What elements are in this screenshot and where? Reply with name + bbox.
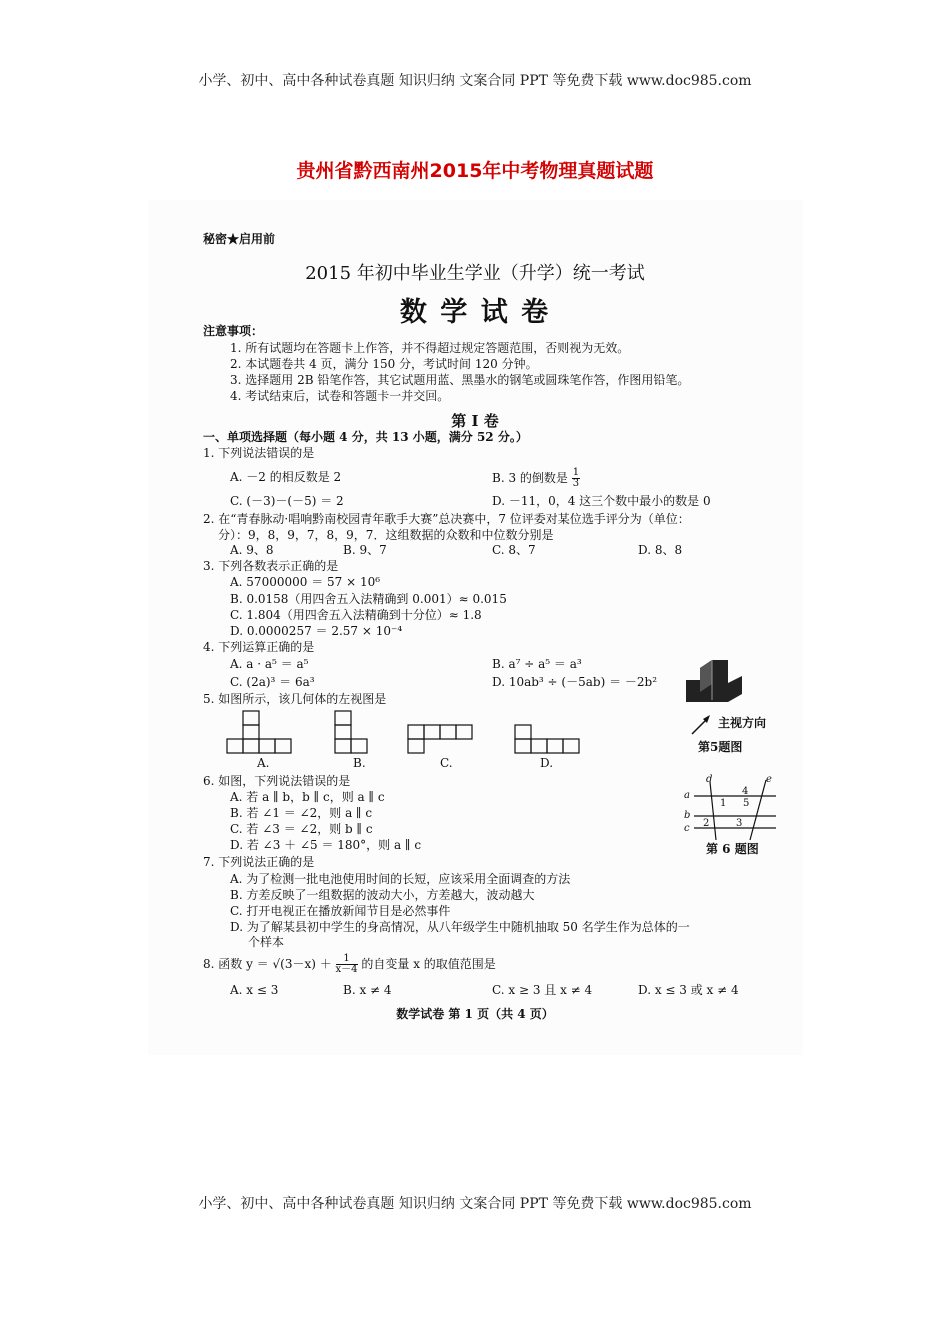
q1-option-c: C. (－3)－(－5) ＝ 2: [230, 494, 344, 508]
volume-title: 第 Ⅰ 卷: [451, 412, 499, 430]
q2-option-d: D. 8、8: [638, 543, 683, 557]
site-footer: 小学、初中、高中各种试卷真题 知识归纳 文案合同 PPT 等免费下载 www.doc985.com: [198, 1196, 752, 1212]
q1-option-a: A. －2 的相反数是 2: [230, 470, 342, 484]
document-title: 贵州省黔西南州2015年中考物理真题试题: [296, 160, 654, 182]
q3-stem: 3. 下列各数表示正确的是: [203, 559, 339, 573]
q4-option-d: D. 10ab³ ÷ (－5ab) ＝ －2b²: [492, 675, 658, 689]
q2-option-a: A. 9、8: [230, 543, 274, 557]
q6-label-b: b: [684, 810, 691, 821]
q3-option-b: B. 0.0158（用四舍五入法精确到 0.001）≈ 0.015: [230, 592, 507, 606]
q6-angle-1: 1: [720, 798, 727, 809]
q3-option-d: D. 0.0000257 ＝ 2.57 × 10⁻⁴: [230, 624, 403, 638]
q7-option-c: C. 打开电视正在播放新闻节目是必然事件: [230, 904, 451, 918]
q4-option-c: C. (2a)³ ＝ 6a³: [230, 675, 315, 689]
q8-option-c: C. x ≥ 3 且 x ≠ 4: [492, 983, 593, 997]
q3-option-a: A. 57000000 ＝ 57 × 10⁶: [230, 575, 381, 589]
q7-option-a: A. 为了检测一批电池使用时间的长短，应该采用全面调查的方法: [230, 872, 571, 886]
secret-label: 秘密★启用前: [203, 232, 276, 246]
q6-label-a: a: [684, 790, 690, 801]
q8-option-d: D. x ≤ 3 或 x ≠ 4: [638, 983, 739, 997]
q4-option-a: A. a · a⁵ ＝ a⁵: [230, 657, 309, 671]
q2-stem-line2: 分）：9，8，9，7，8，9，7．这组数据的众数和中位数分别是: [218, 528, 554, 542]
site-header: 小学、初中、高中各种试卷真题 知识归纳 文案合同 PPT 等免费下载 www.doc985.com: [198, 73, 752, 89]
q8-option-a: A. x ≤ 3: [230, 983, 279, 997]
q5-solid-figure: [680, 658, 770, 718]
q5-label-b: B.: [353, 756, 366, 770]
q7-option-d-line2: 个样本: [248, 935, 285, 949]
q6-figure: [680, 774, 780, 844]
q3-option-c: C. 1.804（用四舍五入法精确到十分位）≈ 1.8: [230, 608, 482, 622]
q6-option-c: C. 若 ∠3 ＝ ∠2，则 b ∥ c: [230, 822, 373, 836]
q5-caption: 第5题图: [698, 740, 743, 754]
q8-fraction: $\frac{1}{x-4}$: [335, 953, 358, 975]
q5-stem: 5. 如图所示，该几何体的左视图是: [203, 692, 387, 706]
q6-label-d: d: [706, 774, 713, 785]
exam-page-footer: 数学试卷 第 1 页（共 4 页）: [396, 1007, 554, 1021]
exam-heading: 2015 年初中毕业生学业（升学）统一考试: [305, 263, 645, 284]
notice-title: 注意事项：: [203, 324, 264, 338]
q6-label-c: c: [684, 823, 690, 834]
q5-label-d: D.: [540, 756, 554, 770]
view-direction-arrow-icon: [690, 712, 714, 736]
q5-label-c: C.: [440, 756, 453, 770]
q7-option-b: B. 方差反映了一组数据的波动大小，方差越大，波动越大: [230, 888, 535, 902]
q6-option-d: D. 若 ∠3 ＋ ∠5 ＝ 180°，则 a ∥ c: [230, 838, 422, 852]
q5-option-d-figure: [514, 724, 584, 754]
q7-stem: 7. 下列说法正确的是: [203, 855, 315, 869]
q6-stem: 6. 如图，下列说法错误的是: [203, 774, 351, 788]
exam-subject: 数 学 试 卷: [399, 297, 551, 328]
q4-option-b: B. a⁷ ÷ a⁵ ＝ a³: [492, 657, 582, 671]
section-title: 一、单项选择题（每小题 4 分，共 13 小题，满分 52 分。）: [203, 430, 528, 444]
q6-option-a: A. 若 a ∥ b，b ∥ c，则 a ∥ c: [230, 790, 385, 804]
q6-angle-5: 5: [743, 798, 750, 809]
notice-3: 3. 选择题用 2B 铅笔作答，其它试题用蓝、黑墨水的钢笔或圆珠笔作答，作图用铅笔。: [230, 373, 690, 387]
q8-option-b: B. x ≠ 4: [343, 983, 392, 997]
notice-4: 4. 考试结束后，试卷和答题卡一并交回。: [230, 389, 450, 403]
q5-label-a: A.: [257, 756, 270, 770]
q6-angle-3: 3: [736, 818, 743, 829]
q4-stem: 4. 下列运算正确的是: [203, 640, 315, 654]
q1-fraction: $\frac{1}{3}$: [572, 467, 580, 489]
notice-1: 1. 所有试题均在答题卡上作答，并不得超过规定答题范围，否则视为无效。: [230, 341, 630, 355]
q5-option-a-figure: [226, 710, 296, 754]
q7-option-d-line1: D. 为了解某县初中学生的身高情况，从八年级学生中随机抽取 50 名学生作为总体的一: [230, 920, 690, 934]
q1-option-d: D. －11，0，4 这三个数中最小的数是 0: [492, 494, 711, 508]
q2-stem-line1: 2. 在“青春脉动·唱响黔南校园青年歌手大赛”总决赛中，7 位评委对某位选手评分为（单位：: [203, 512, 690, 526]
q2-option-b: B. 9、7: [343, 543, 387, 557]
q8-stem: 8. 函数 y ＝ √(3－x) ＋ $\frac{1}{x-4}$ 的自变量 x 的取值范围是: [203, 953, 496, 975]
q2-option-c: C. 8、7: [492, 543, 536, 557]
notice-2: 2. 本试题卷共 4 页，满分 150 分，考试时间 120 分钟。: [230, 357, 538, 371]
q1-option-b: B. 3 的倒数是 $\frac{1}{3}$: [492, 467, 580, 489]
q1-stem: 1. 下列说法错误的是: [203, 446, 315, 460]
q5-option-b-figure: [334, 710, 374, 754]
q6-caption: 第 6 题图: [706, 842, 759, 856]
q5-direction-label: 主视方向: [718, 716, 767, 730]
q6-angle-4: 4: [742, 786, 749, 797]
q5-option-c-figure: [407, 724, 477, 754]
q6-label-e: e: [766, 774, 772, 785]
q6-option-b: B. 若 ∠1 ＝ ∠2，则 a ∥ c: [230, 806, 373, 820]
q6-angle-2: 2: [703, 818, 710, 829]
